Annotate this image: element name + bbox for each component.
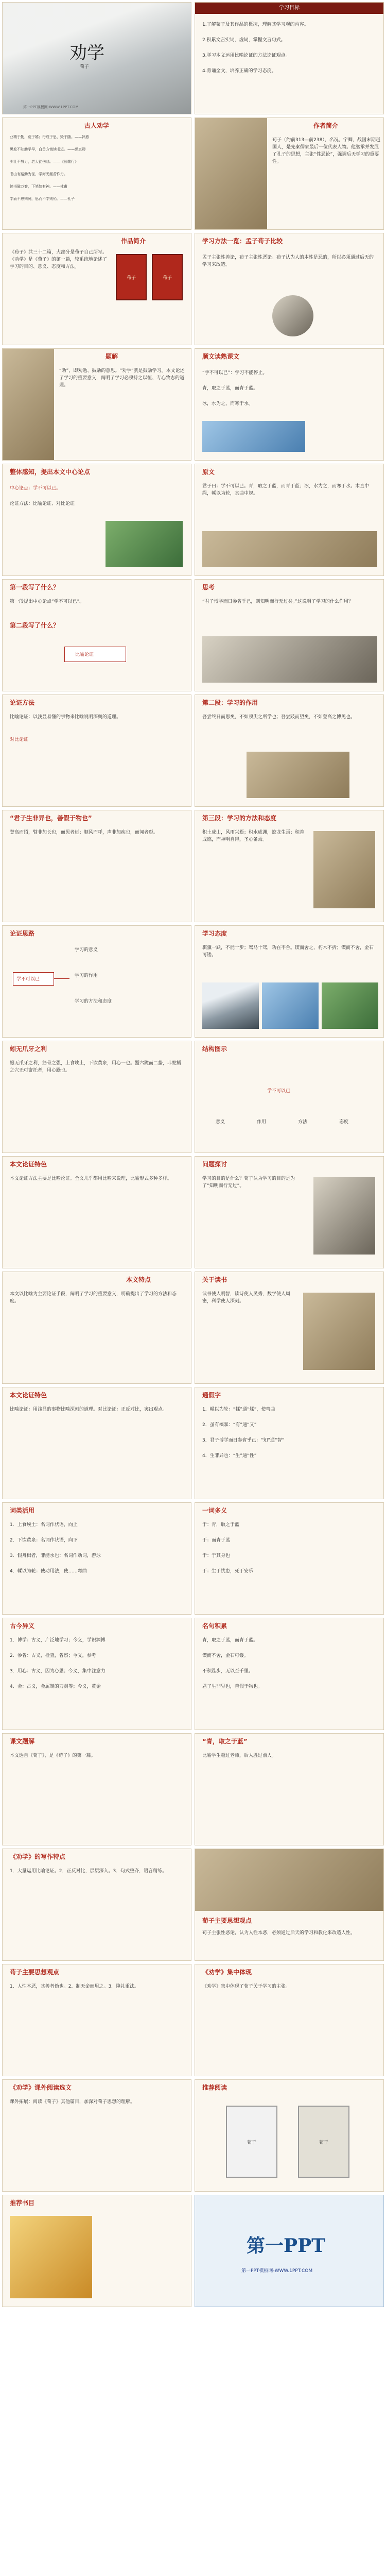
slide-title: 第三段：学习的方法和态度 (202, 815, 277, 822)
slide-30[interactable] (195, 1618, 384, 1730)
book-image (10, 2216, 92, 2298)
slide-text: 本文选自《荀子》，是《荀子》的第一篇。 (10, 1753, 96, 1758)
slide-text: 《荀子》共三十二篇，大部分是荀子自己所写。《劝学》是《荀子》的第一篇，较系统地论述了学习的目的、意义、态度和方法。 (10, 250, 108, 269)
slide-title: 蚓无爪牙之利 (10, 1045, 47, 1053)
node-text: 学不可以已 (16, 977, 40, 982)
list-item: 不积跬步，无以至千里。 (202, 1669, 254, 1674)
list-item: 2．下饮黄泉：名词作状语，向下 (10, 1538, 78, 1543)
slide-3[interactable] (2, 117, 191, 230)
slide-title: 《劝学》集中体现 (202, 1969, 252, 1976)
list-item: 3．用心：古义，因为心思；今义，集中注意力 (10, 1669, 106, 1674)
slide-5[interactable] (2, 233, 191, 345)
slide-24[interactable] (195, 1272, 384, 1384)
slide-text: 比喻学生超过老师，后人胜过前人。 (202, 1753, 277, 1758)
slide-32[interactable] (195, 1733, 384, 1845)
slide-title: 古人劝学 (84, 122, 109, 129)
slide-18[interactable] (195, 925, 384, 1038)
slide-text: 蚓无爪牙之利，筋骨之强，上食埃土，下饮黄泉，用心一也。蟹六跪而二螯，非蛇鳝之穴无可寄托者，用心躁也。 (10, 1061, 182, 1073)
node-text: 学习的作用 (75, 973, 98, 978)
slide-title: 本文特点 (126, 1276, 151, 1283)
slide-title: 《劝学》的写作特点 (10, 1853, 66, 1860)
list-item: 于：于其身也 (202, 1553, 231, 1558)
question-text: 第二段写了什么？ (10, 622, 60, 629)
list-item: 青，取之于蓝，而青于蓝。 (202, 386, 258, 391)
slide-11[interactable] (2, 579, 191, 691)
list-item: 1．上食埃土：名词作状语，向上 (10, 1522, 78, 1528)
list-item: 1．輮以为轮：“輮”通“煣”，使弯曲 (202, 1407, 275, 1412)
slide-title: 作品简介 (121, 238, 146, 245)
slide-title: 古今异义 (10, 1622, 35, 1630)
list-item: 于：青，取之于蓝 (202, 1522, 240, 1528)
node-text: 态度 (339, 1120, 349, 1125)
slide-28[interactable] (195, 1502, 384, 1615)
list-item: 于：生于忧患，死于安乐 (202, 1569, 254, 1574)
slide-39[interactable] (2, 2195, 191, 2307)
slide-title: 作者简介 (313, 122, 339, 129)
goal-item: 1.了解荀子及其作品的概况，理解其学习观的内容。 (202, 22, 309, 27)
slide-23[interactable] (2, 1272, 191, 1384)
scene-image (195, 1849, 384, 1911)
slide-26[interactable] (195, 1387, 384, 1499)
slide-text: 登高而招，臂非加长也，而见者远；顺风而呼，声非加疾也，而闻者彰。 (10, 830, 159, 835)
slide-13[interactable] (2, 694, 191, 807)
node-text: 意义 (216, 1120, 225, 1125)
slide-text: 积土成山，风雨兴焉；积水成渊，蛟龙生焉；积善成德，而神明自得，圣心备焉。 (202, 830, 305, 842)
slide-19[interactable] (2, 1041, 191, 1153)
landscape-image (202, 421, 305, 452)
central-argument: 中心论点：学不可以已。 (10, 486, 61, 491)
slide-text: 君子曰：学不可以已。青，取之于蓝，而青于蓝；冰，水为之，而寒于水。木直中绳，輮以为轮，其曲中规。 (202, 484, 370, 496)
slide-title: “君子生非异也，善假于物也” (10, 815, 92, 822)
slide-35[interactable] (2, 1964, 191, 2076)
slide-title: 顺文读熟课文 (202, 353, 240, 360)
slide-text: 孟子主张性善论，荀子主张性恶论。荀子认为人的本性是恶的，所以必须通过后天的学习来改造。 (202, 255, 374, 267)
slide-text: 第一段提出中心论点“学不可以已”。 (10, 599, 84, 604)
slide-text: 荀子（约前313—前238），名况，字卿，战国末期赵国人，是先秦儒家最后一位代表人物。他继承并发展了孔子的思想，主张“性恶论”，强调后天学习的重要性。 (272, 138, 380, 164)
horse-image (313, 831, 375, 908)
slide-14[interactable] (195, 694, 384, 807)
node-text: 作用 (257, 1120, 267, 1125)
slide-title: 第一段写了什么？ (10, 584, 60, 591)
slide-38[interactable] (195, 2079, 384, 2192)
slide-title: 结构图示 (202, 1045, 227, 1053)
slide-text: 1．人性本恶，其善者伪也。2．制天命而用之。3．隆礼重法。 (10, 1984, 139, 1989)
list-item: 于：而青于蓝 (202, 1538, 231, 1543)
slide-text: “劝”，即劝勉、鼓励的意思。“劝学”就是鼓励学习。本文论述了学习的重要意义，阐明了学习必须持之以恒、专心致志的道理。 (59, 368, 185, 388)
slide-7[interactable] (2, 348, 191, 461)
slide-22[interactable] (195, 1156, 384, 1268)
slide-title: 本文论证特色 (10, 1392, 47, 1399)
slide-33[interactable] (2, 1849, 191, 1961)
slide-footer: 第一PPT模板网-WWW.1PPT.COM (241, 2268, 313, 2274)
slide-title: 论证思路 (10, 930, 35, 937)
slide-title: 原文 (202, 468, 215, 476)
quote-line: 读书破万卷，下笔如有神。——杜甫 (10, 184, 67, 189)
slide-text: 比喻论证：用浅显的事物比喻深刻的道理。对比论证：正反对比，突出观点。 (10, 1407, 168, 1412)
list-item: “学不可以已”：学习不能停止。 (202, 370, 268, 376)
slide-title: 通假字 (202, 1392, 221, 1399)
list-item: 2．参省：古义，检查，省察；今义，参考 (10, 1653, 96, 1658)
slide-6[interactable] (195, 233, 384, 345)
slide-title: 词类活用 (10, 1507, 35, 1514)
quote-line: 少壮不努力，老大徒伤悲。——《长歌行》 (10, 160, 78, 164)
goal-item: 4.背诵全文，培养正确的学习态度。 (202, 69, 276, 74)
slide-author: 荀子 (80, 64, 90, 70)
slide-title: “青，取之于蓝” (202, 1738, 248, 1745)
node-text: 学习的意义 (75, 947, 98, 953)
slide-title: 第二段：学习的作用 (202, 699, 258, 706)
slide-17[interactable] (2, 925, 191, 1038)
slide-title: 整体感知，提出本文中心论点 (10, 468, 91, 476)
book-cover: 荀子 (116, 254, 147, 300)
horse-image (247, 752, 349, 798)
list-item: 锲而不舍，金石可镂。 (202, 1653, 249, 1658)
slide-title: 学习目标 (195, 3, 383, 14)
water-image (262, 982, 319, 1029)
slide-text: 本文论证方法主要是比喻论证。全文几乎都用比喻来说理，比喻形式多种多样。 (10, 1176, 172, 1181)
nature-image (106, 521, 183, 567)
node-box (13, 972, 54, 986)
slide-36[interactable] (195, 1964, 384, 2076)
slide-1[interactable] (2, 2, 191, 114)
slide-4[interactable] (195, 117, 384, 230)
portrait-image (3, 349, 54, 461)
slide-title: 推荐书目 (10, 2199, 35, 2207)
nature-image (322, 982, 378, 1029)
slide-25[interactable] (2, 1387, 191, 1499)
scene-image (313, 1177, 375, 1255)
quote-line: 业精于勤，荒于嬉；行成于思，毁于随。——韩愈 (10, 135, 89, 139)
slide-text: “君子博学而日参省乎己，则知明而行无过矣。”这说明了学习的什么作用？ (202, 599, 353, 604)
book-cover: 荀子 (152, 254, 183, 300)
slide-text: 本文以比喻为主要论证手段，阐明了学习的重要意义，明确提出了学习的方法和态度。 (10, 1292, 177, 1304)
quote-line: 书山有路勤为径，学海无涯苦作舟。 (10, 172, 67, 176)
mountain-image (202, 982, 259, 1029)
slide-title: 荀子主要思想观点 (10, 1969, 60, 1976)
slide-title: 论证方法 (10, 699, 35, 706)
slide-8[interactable] (195, 348, 384, 461)
scene-image (202, 531, 377, 567)
slide-40[interactable] (195, 2195, 384, 2307)
goal-item: 3.学习本文运用比喻论证的方法论证观点。 (202, 53, 290, 58)
slide-title: 推荐阅读 (202, 2084, 227, 2091)
slide-29[interactable] (2, 1618, 191, 1730)
list-item: 君子生非异也，善假于物也。 (202, 1684, 263, 1689)
slide-title: 题解 (106, 353, 118, 360)
slide-text: 课外拓展：阅读《荀子》其他篇目，加深对荀子思想的理解。 (10, 2099, 135, 2105)
slide-9[interactable] (2, 464, 191, 576)
slide-text: 读书使人明智，读诗使人灵秀，数学使人周密，科学使人深刻。 (202, 1292, 291, 1304)
quote-line: 学而不思则罔，思而不学则殆。——孔子 (10, 197, 75, 201)
slide-title: 一词多义 (202, 1507, 227, 1514)
answer-text: 比喻论证 (75, 652, 94, 657)
list-item: 青，取之于蓝，而青于蓝。 (202, 1638, 258, 1643)
method-text: 论证方法：比喻论证、对比论证 (10, 501, 75, 506)
goal-item: 2.积累文言实词、虚词，掌握文言句式。 (202, 38, 286, 43)
slide-12[interactable] (195, 579, 384, 691)
quote-line: 黑发不知勤学早，白首方悔读书迟。——颜真卿 (10, 147, 85, 151)
slide-text: 学习的目的是什么？荀子认为学习的目的是为了“知明而行无过”。 (202, 1176, 295, 1189)
answer-box (64, 647, 126, 662)
slide-text: 吾尝终日而思矣，不如须臾之所学也；吾尝跂而望矣，不如登高之博见也。 (202, 715, 356, 720)
method-text: 对比论证 (10, 737, 29, 742)
slide-title: 本文论证特色 (10, 1161, 47, 1168)
slide-title: 问题探讨 (202, 1161, 227, 1168)
list-item: 冰，水为之，而寒于水。 (202, 401, 254, 406)
book-cover: 荀子 (298, 2106, 349, 2178)
slide-title: 《劝学》课外阅读选文 (10, 2084, 72, 2091)
slide-title: 关于读书 (202, 1276, 227, 1283)
decor-image (272, 295, 313, 336)
slide-title: 劝学 (69, 43, 104, 63)
slide-34[interactable] (195, 1849, 384, 1961)
slide-title: 思考 (202, 584, 215, 591)
brand-logo: 第一PPT (247, 2235, 325, 2257)
center-node: 学不可以已 (267, 1089, 291, 1094)
slide-text: 骐骥一跃，不能十步；驽马十驾，功在不舍。锲而舍之，朽木不折；锲而不舍，金石可镂。 (202, 945, 374, 958)
portrait-image (195, 118, 267, 230)
list-item: 3．假舟楫者，非能水也：名词作动词，游泳 (10, 1553, 101, 1558)
slide-37[interactable] (2, 2079, 191, 2192)
slide-10[interactable] (195, 464, 384, 576)
slide-title: 学习方法一览：孟子荀子比较 (202, 238, 283, 245)
slide-text: 1．大量运用比喻论证。2．正反对比，层层深入。3．句式整齐，语言精练。 (10, 1869, 167, 1874)
slide-20[interactable] (195, 1041, 384, 1153)
scene-image (202, 636, 377, 683)
slide-27[interactable] (2, 1502, 191, 1615)
node-text: 学习的方法和态度 (75, 999, 112, 1004)
list-item: 4．金：古义，金属制的刀剑等；今义，黄金 (10, 1684, 101, 1689)
book-cover: 荀子 (226, 2106, 277, 2178)
list-item: 4．輮以为轮：使动用法，使……弯曲 (10, 1569, 87, 1574)
list-item: 4．生非异也：“生”通“性” (202, 1453, 257, 1459)
slide-15[interactable] (2, 810, 191, 922)
slide-16[interactable] (195, 810, 384, 922)
slide-title: 名句积累 (202, 1622, 227, 1630)
list-item: 3．君子博学而日参省乎己：“知”通“智” (202, 1438, 285, 1443)
slide-2[interactable] (195, 2, 384, 114)
slide-title: 课文题解 (10, 1738, 35, 1745)
list-item: 1．博学：古义，广泛地学习；今义，学识渊博 (10, 1638, 106, 1643)
list-item: 2．虽有槁暴：“有”通“又” (202, 1422, 257, 1428)
slide-title: 荀子主要思想观点 (202, 1917, 252, 1924)
slide-text: 荀子主张性恶论，认为人性本恶，必须通过后天的学习和教化来改造人性。 (202, 1930, 356, 1936)
connector (54, 978, 69, 979)
slide-text: 《劝学》集中体现了荀子关于学习的主张。 (202, 1984, 291, 1989)
node-text: 方法 (298, 1120, 308, 1125)
reading-image (303, 1293, 375, 1370)
slide-title: 学习态度 (202, 930, 227, 937)
slide-text: 比喻论证：以浅显易懂的事物来比喻说明深奥的道理。 (10, 715, 121, 720)
slide-footer: 第一PPT模板网-WWW.1PPT.COM (23, 105, 79, 109)
slide-21[interactable] (2, 1156, 191, 1268)
slide-31[interactable] (2, 1733, 191, 1845)
